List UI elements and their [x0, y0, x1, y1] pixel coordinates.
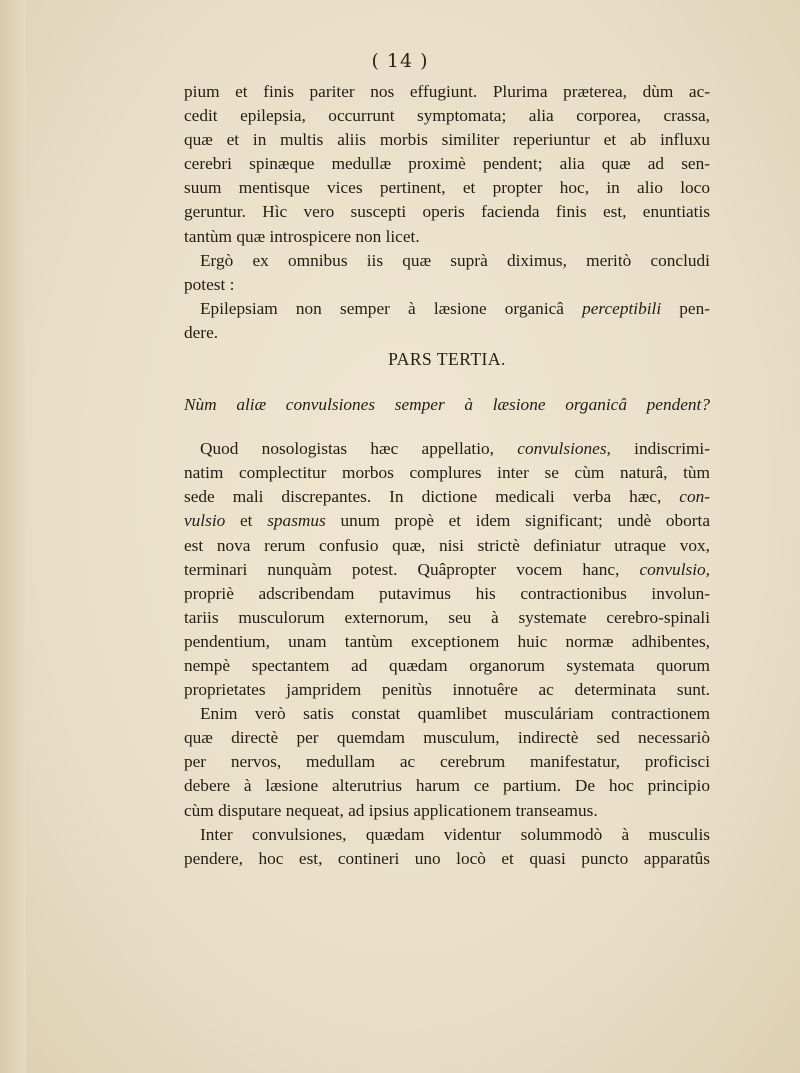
text-line: potest : — [184, 274, 235, 294]
text-line: Inter convulsiones, quædam videntur solummodò à musculis — [200, 824, 710, 844]
text-line: debere à læsione alterutrius harum ce partium. De hoc principio — [184, 776, 710, 796]
text-line: cerebri spinæque medullæ proximè pendent; alia quæ ad sen- — [184, 154, 710, 174]
text-line: cùm disputare nequeat, ad ipsius applicationem transeamus. — [184, 800, 598, 820]
spacer — [184, 373, 710, 393]
section-heading: PARS TERTIA. — [388, 349, 506, 370]
text-line: pium et finis pariter nos effugiunt. Plurima præterea, dùm ac- — [184, 82, 710, 101]
text-line: Epilepsiam non semper à læsione organicâ perceptibili pen- — [200, 298, 710, 318]
spacer — [184, 417, 710, 437]
text-line: quæ et in multis aliis morbis similiter reperiuntur et ab influxu — [184, 130, 710, 150]
text-line: propriè adscribendam putavimus his contractionibus involun- — [184, 583, 710, 603]
text-line: natim complectitur morbos complures inter se cùm naturâ, tùm — [184, 463, 710, 483]
text-line: tantùm quæ introspicere non licet. — [184, 226, 420, 246]
text-line: vulsio et spasmus unum propè et idem significant; undè oborta — [184, 511, 710, 531]
text-line: pendere, hoc est, contineri uno locò et quasi puncto apparatûs — [184, 848, 710, 868]
body-text — [184, 80, 710, 871]
text-line: per nervos, medullam ac cerebrum manifestatur, proficisci — [184, 752, 710, 772]
text-line: quæ directè per quemdam musculum, indirectè sed necessariò — [184, 728, 710, 748]
page-gutter-shadow — [0, 0, 26, 1073]
text-line: proprietates jampridem penitùs innotuêre ac determinata sunt. — [184, 680, 710, 700]
text-line: cedit epilepsia, occurrunt symptomata; alia corporea, crassa, — [184, 106, 710, 126]
text-line: sede mali discrepantes. In dictione medicali verba hæc, con- — [184, 487, 710, 507]
text-line: Nùm aliæ convulsiones semper à læsione organicâ pendent? — [184, 395, 710, 415]
text-line: nempè spectantem ad quædam organorum systemata quorum — [184, 655, 710, 675]
page-number: ( 14 ) — [371, 50, 429, 72]
text-line: Quod nosologistas hæc appellatio, convulsiones, indiscrimi- — [200, 439, 710, 459]
text-line: terminari nunquàm potest. Quâpropter vocem hanc, convulsio, — [184, 559, 710, 579]
text-line: suum mentisque vices pertinent, et propter hoc, in alio loco — [184, 178, 710, 198]
text-line: pendentium, unam tantùm exceptionem huic normæ adhibentes, — [184, 631, 710, 651]
text-line: Ergò ex omnibus iis quæ suprà diximus, meritò concludi — [200, 250, 710, 270]
text-line: tariis musculorum externorum, seu à systemate cerebro-spinali — [184, 607, 710, 627]
text-line: est nova rerum confusio quæ, nisi strictè definiatur utraque vox, — [184, 535, 710, 555]
text-line: Enim verò satis constat quamlibet musculáriam contractionem — [200, 704, 710, 724]
text-line: dere. — [184, 322, 219, 342]
text-line: geruntur. Hìc vero suscepti operis facienda finis est, enuntiatis — [184, 202, 710, 222]
